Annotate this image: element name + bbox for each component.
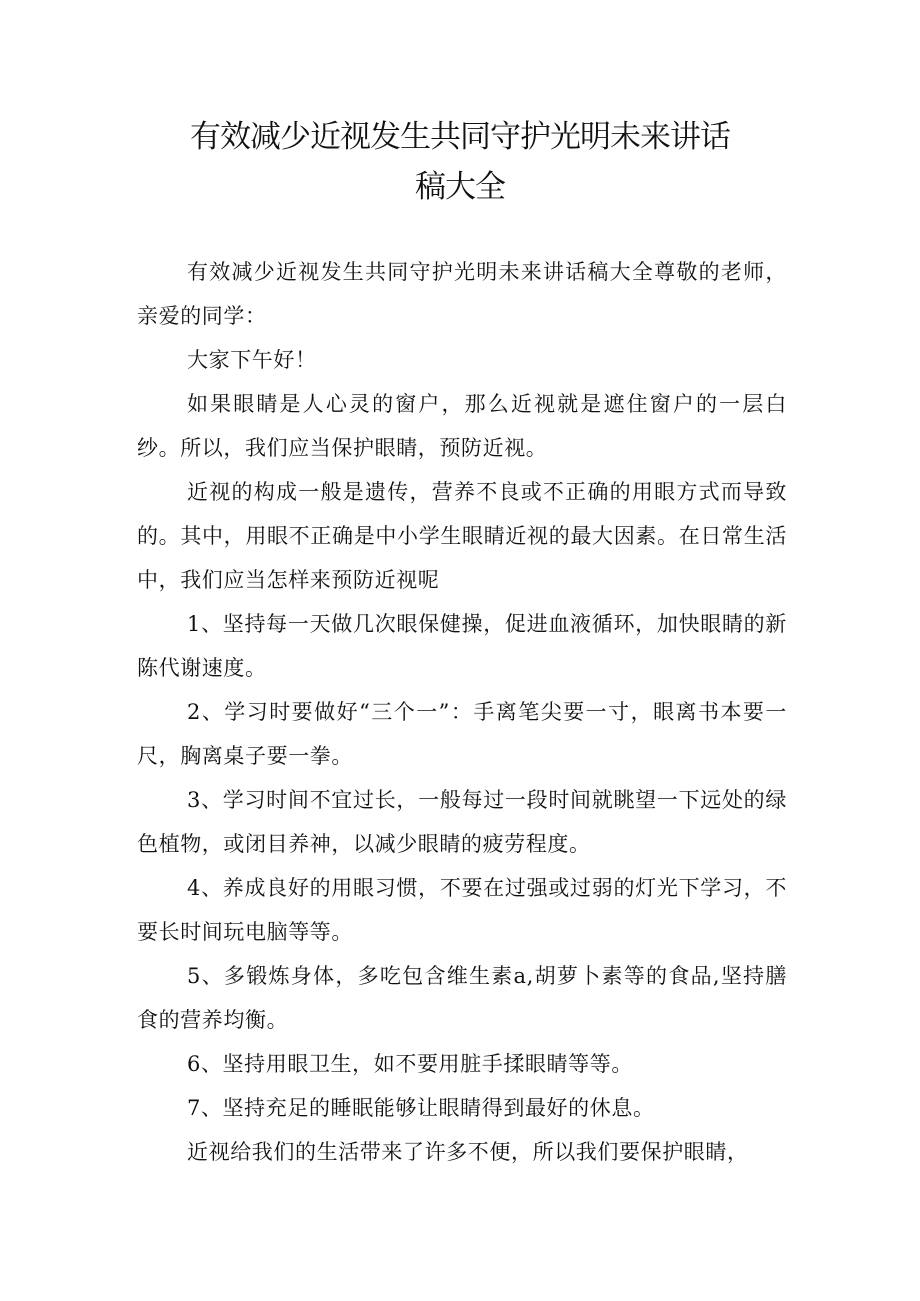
title-line-1: 有效减少近视发生共同守护光明未来讲话 — [190, 119, 730, 155]
paragraph-greeting: 有效减少近视发生共同守护光明未来讲话稿大全尊敬的老师，亲爱的同学： — [137, 260, 787, 328]
document-body — [137, 250, 787, 1174]
list-item: 7、坚持充足的睡眠能够让眼睛得到最好的休息。 — [187, 1096, 655, 1120]
paragraph: 近视给我们的生活带来了许多不便，所以我们要保护眼睛， — [187, 1140, 749, 1164]
paragraph: 近视的构成一般是遗传，营养不良或不正确的用眼方式而导致的。其中，用眼不正确是中小学生眼睛近视的最大因素。在日常生活中，我们应当怎样来预防近视呢 — [137, 480, 787, 592]
paragraph-salutation: 大家下午好！ — [187, 348, 317, 372]
page-title — [0, 112, 920, 212]
list-item: 5、多锻炼身体，多吃包含维生素a,胡萝卜素等的食品,坚持膳食的营养均衡。 — [137, 964, 787, 1032]
list-item: 4、养成良好的用眼习惯，不要在过强或过弱的灯光下学习，不要长时间玩电脑等等。 — [137, 876, 787, 944]
list-item: 6、坚持用眼卫生，如不要用脏手揉眼睛等等。 — [187, 1052, 633, 1076]
list-item: 1、坚持每一天做几次眼保健操，促进血液循环，加快眼睛的新陈代谢速度。 — [137, 612, 787, 680]
list-item: 3、学习时间不宜过长，一般每过一段时间就眺望一下远处的绿色植物，或闭目养神，以减少眼睛的疲劳程度。 — [137, 788, 787, 856]
paragraph: 如果眼睛是人心灵的窗户，那么近视就是遮住窗户的一层白纱。所以，我们应当保护眼睛，预防近视。 — [137, 392, 787, 460]
title-line-2: 稿大全 — [415, 169, 505, 205]
list-item: 2、学习时要做好“三个一”：手离笔尖要一寸，眼离书本要一尺，胸离桌子要一拳。 — [137, 700, 787, 768]
